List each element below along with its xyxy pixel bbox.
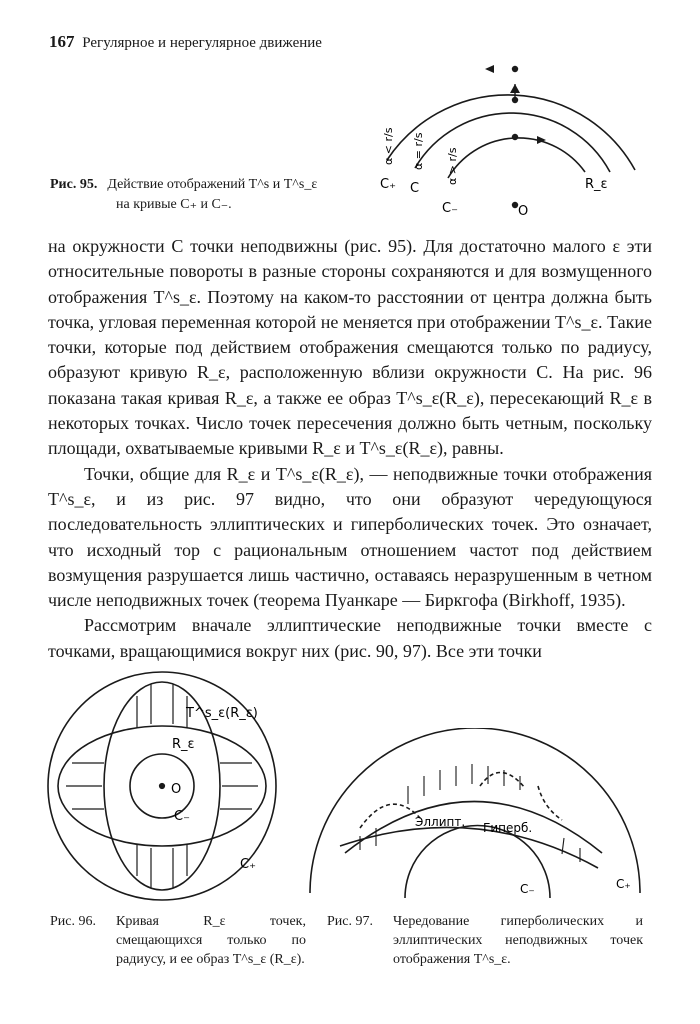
paragraph-1: на окружности C точки неподвижны (рис. 95). Для достаточно малого ε эти относительные повороты в разные стороны сохраняются и для возмущенного отображения T^s_ε. Поэтому на каком-то расстоянии от центра должна быть точка, угловая переменная которой не меняется при отображении T^s_ε. Такие точки, которые под действием отображения смещаются только по радиусу, образуют кривую R_ε, расположенную вблизи окружности C. На рис. 96 показана такая кривая R_ε, а также ее образ T^s_ε(R_ε), пересекающий R_ε в некоторых точках. Число точек пересечения должно быть четным, поскольку площади, охватываемые кривыми R_ε и T^s_ε(R_ε), равны. [48,236,652,459]
fig95-label-r-eps: R_ε [585,177,608,192]
fig97-label-hyperbolic: Гиперб. [483,821,533,835]
fig96-label-origin: O [171,782,182,797]
fig95-label-c-plus: C₊ [380,177,396,192]
page-header [49,32,322,52]
fig96-label-c-minus: C₋ [174,809,190,824]
fig96-label-c-plus: C₊ [240,857,256,872]
paragraph-3: Рассмотрим вначале эллиптические неподвижные точки вместе с точками, вращающимися вокруг них (рис. 90, 97). Все эти точки [48,615,652,661]
fig97-label-c-minus: C₋ [520,882,535,896]
fig95-arc-inner [448,138,585,178]
fig97-caption-text: Чередование гиперболических и эллиптических неподвижных точек отображения T^s_ε. [393,914,643,967]
fig95-caption-line1: Действие отображений T^s и T^s_ε [107,177,318,192]
body-text [48,234,652,664]
fig95-label-alpha3: α > r/s [446,147,459,185]
fig97-label-c-plus: C₊ [616,877,631,891]
figure-97-caption [327,912,657,969]
fig96-caption-text: Кривая R_ε точек, смещающихся только по радиусу, и ее образ T^s_ε (R_ε). [116,914,306,967]
fig95-label-origin: O [518,204,529,219]
fig95-label-c-minus: C₋ [442,201,458,216]
figure-96-caption [50,912,310,969]
figure-95-caption [50,175,340,215]
fig95-label-c: C [410,181,420,196]
fig97-caption-label: Рис. 97. [327,914,373,929]
fig96-label-r-eps: R_ε [172,737,195,752]
fig95-caption-label: Рис. 95. [50,177,98,192]
running-title: Регулярное и нерегулярное движение [82,35,322,51]
fig95-arc-middle [415,113,610,172]
fig96-label-image: T^s_ε(R_ε) [186,706,258,721]
figure-96 [40,662,290,902]
fig95-label-alpha2: α = r/s [412,132,425,170]
fig96-caption-label: Рис. 96. [50,914,96,929]
paragraph-2: Точки, общие для R_ε и T^s_ε(R_ε), — неподвижные точки отображения T^s_ε, и из рис. 97 видно, что они образуют чередующуюся последовательность эллиптических и гиперболических точек. Это означает, что исходный тор с рациональным отношением частот под действием возмущения разрушается лишь частично, оставаясь неразрушенным в четном числе неподвижных точек (теорема Пуанкаре — Биркгофа (Birkhoff, 1935). [48,463,652,611]
page-number: 167 [49,32,75,51]
fig97-label-elliptic: Эллипт. [415,815,466,829]
fig97-arc-c-plus [310,728,640,893]
fig95-caption-line2: на кривые C₊ и C₋. [116,197,232,212]
fig97-elliptic-orbit [360,804,420,828]
fig97-curve-image [340,827,598,868]
figure-95 [370,60,650,225]
figure-97 [300,728,650,903]
fig95-label-alpha1: α < r/s [382,127,395,165]
